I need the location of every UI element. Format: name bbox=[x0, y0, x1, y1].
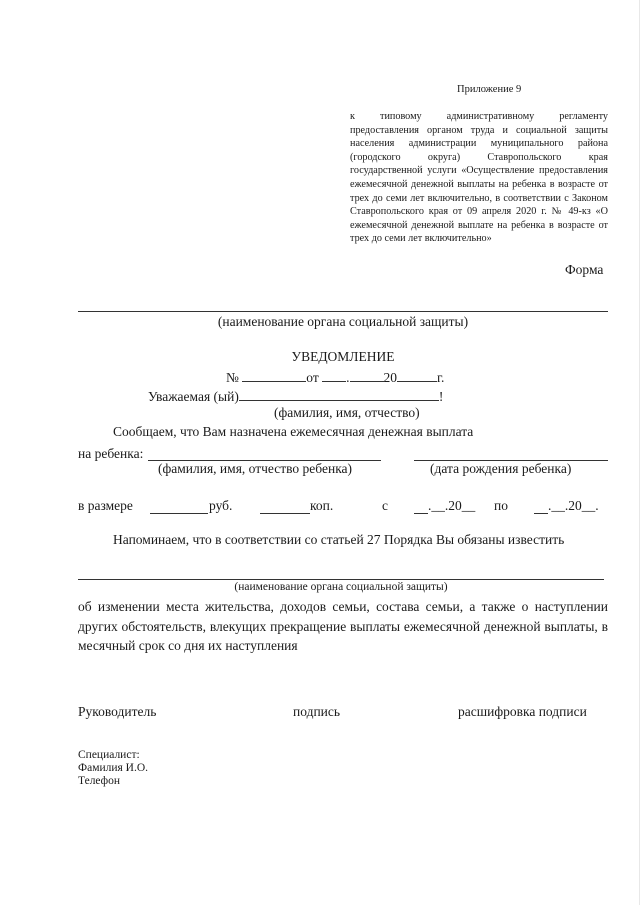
to-day-blank bbox=[534, 513, 548, 514]
rub-blank bbox=[150, 513, 208, 514]
specialist-label: Специалист: bbox=[78, 749, 140, 761]
reminder-text: Напоминаем, что в соответствии со статьей 27 Порядка Вы обязаны известить bbox=[113, 532, 565, 547]
child-label: на ребенка: bbox=[78, 446, 144, 461]
form-label: Форма bbox=[565, 262, 604, 277]
notice-number-row bbox=[226, 368, 444, 386]
rub-label: руб. bbox=[209, 498, 233, 513]
to-date-label: по bbox=[494, 498, 508, 513]
day-blank bbox=[322, 368, 346, 382]
decoding-label: расшифровка подписи bbox=[458, 704, 587, 719]
amount-label: в размере bbox=[78, 498, 133, 513]
from-date-value: .__.20__ bbox=[428, 498, 476, 513]
organ-name-line bbox=[78, 311, 608, 312]
greeting-label: Уважаемая (ый) bbox=[148, 389, 239, 404]
kop-label: коп. bbox=[310, 498, 334, 513]
informing-text: Сообщаем, что Вам назначена ежемесячная денежная выплата bbox=[113, 424, 474, 439]
specialist-phone: Телефон bbox=[78, 775, 121, 787]
recipient-fio-blank bbox=[239, 387, 439, 401]
appendix-text: к типовому административному регламенту предоставления органом труда и социальной защиты населения администрации муниципального района (городского округа) Ставропольского края государственной услуги «Осуществление предоставления ежемесячной денежной выплаты на ребенка в возрасте от трех до семи лет включительно, в соответствии с Законом Ставропольского края от 09 апреля 2020 г. № 49-кз «О ежемесячной денежной выплате на ребенка в возрасте от трех до семи лет включительно» bbox=[350, 111, 608, 245]
date-dot: . bbox=[346, 370, 350, 385]
to-date-value: .__.20__. bbox=[548, 498, 599, 513]
obligation-text: об изменении места жительства, доходов семьи, состава семьи, а также о наступлении других обстоятельств, влекущих прекращение выплаты ежемесячной денежной выплаты, в месячный срок со дня их наступления bbox=[78, 599, 608, 653]
sign-label: подпись bbox=[293, 704, 341, 719]
child-fio-caption: (фамилия, имя, отчество ребенка) bbox=[158, 461, 353, 476]
year-blank bbox=[397, 368, 437, 382]
number-sign: № bbox=[226, 370, 239, 385]
notice-title: УВЕДОМЛЕНИЕ bbox=[291, 349, 395, 364]
from-date-label: с bbox=[382, 498, 388, 513]
organ-caption-small: (наименование органа социальной защиты) bbox=[234, 581, 448, 593]
number-blank bbox=[242, 368, 306, 382]
fio-caption: (фамилия, имя, отчество) bbox=[274, 405, 420, 420]
child-birth-caption: (дата рождения ребенка) bbox=[430, 461, 572, 476]
appendix-title: Приложение 9 bbox=[457, 84, 522, 95]
greeting-row bbox=[148, 387, 443, 405]
year-prefix: 20 bbox=[383, 370, 397, 385]
organ-notify-line bbox=[78, 579, 604, 580]
from-day-blank bbox=[414, 513, 428, 514]
from-label: от bbox=[306, 370, 319, 385]
year-suffix: г. bbox=[437, 370, 445, 385]
head-label: Руководитель bbox=[78, 704, 157, 719]
month-blank bbox=[350, 368, 384, 382]
organ-caption: (наименование органа социальной защиты) bbox=[217, 314, 469, 329]
exclamation: ! bbox=[438, 389, 444, 404]
specialist-name: Фамилия И.О. bbox=[78, 762, 149, 774]
kop-blank bbox=[260, 513, 310, 514]
